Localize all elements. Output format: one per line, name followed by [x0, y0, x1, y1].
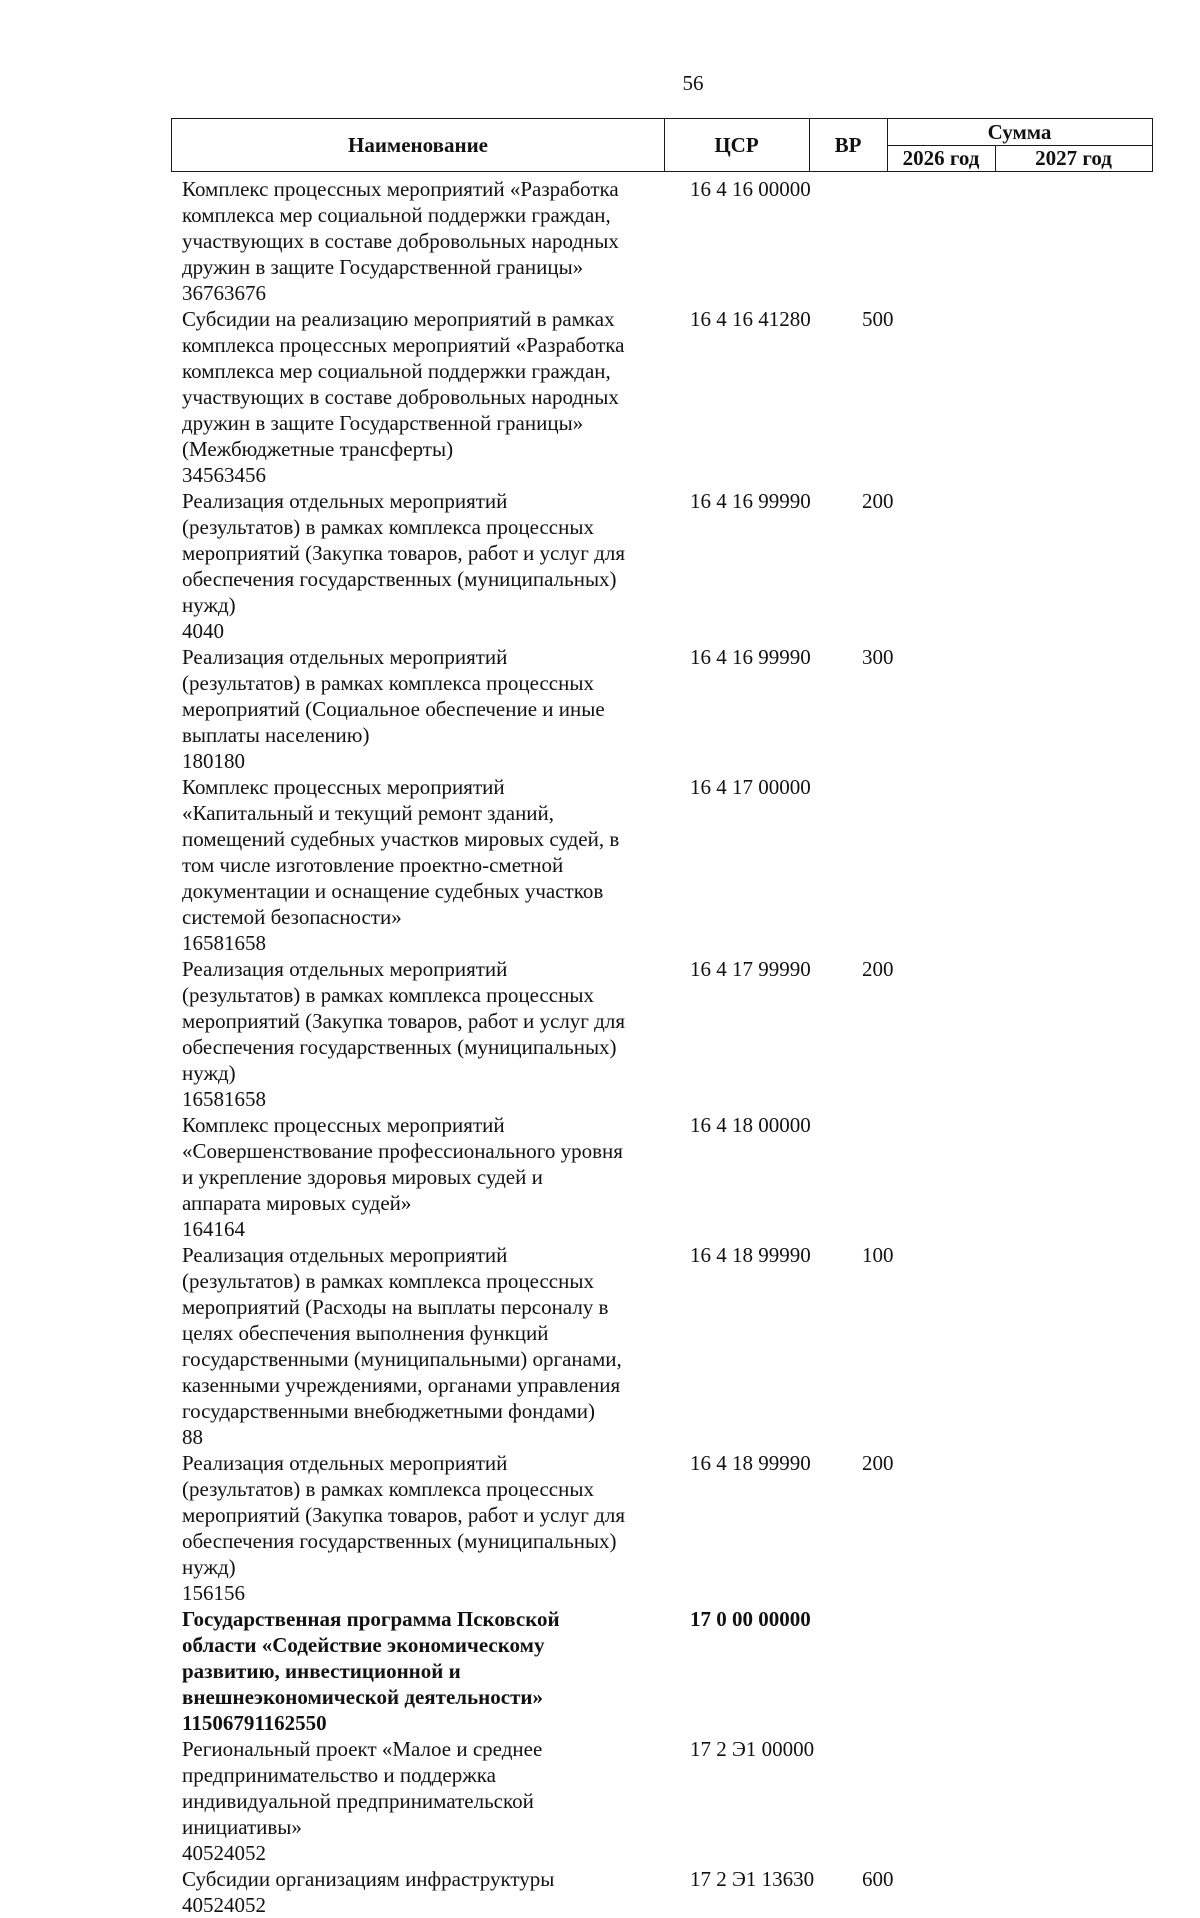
- row-name: Субсидии на реализацию мероприятий в рамках комплекса процессных мероприятий «Разработка комплекса мер социальной поддержки граждан, участвующих в составе добровольных народных дружин в защите Государственной границы» (Межбюджетные трансферты): [182, 307, 625, 461]
- row-2027: 40: [203, 619, 224, 643]
- row-csr: 17 0 00 00000: [690, 1607, 811, 1631]
- row-vr: 200: [862, 957, 894, 981]
- row-2026: 8: [182, 1425, 193, 1449]
- row-name: Комплекс процессных мероприятий «Капитальный и текущий ремонт зданий, помещений судебных участков мировых судей, в том числе изготовление проектно-сметной документации и оснащение судебных участков системой безопасности»: [182, 775, 620, 929]
- row-csr: 16 4 16 99990: [690, 489, 811, 513]
- row-2027: 4052: [224, 1841, 266, 1865]
- row-2027: 1658: [224, 1087, 266, 1111]
- row-vr: 300: [862, 645, 894, 669]
- row-name: Региональный проект «Малое и среднее предпринимательство и поддержка индивидуальной предпринимательской инициативы»: [182, 1737, 543, 1839]
- row-2026: 4052: [182, 1841, 224, 1865]
- row-2027: 3456: [224, 463, 266, 487]
- header-name: Наименование: [172, 119, 665, 171]
- row-2026: 4052: [182, 1893, 224, 1917]
- row-2027: 3676: [224, 281, 266, 305]
- table-row: [182, 1450, 1142, 1606]
- row-vr: 600: [862, 1867, 894, 1891]
- row-csr: 16 4 16 41280: [690, 307, 811, 331]
- row-name: Государственная программа Псковской области «Содействие экономическому развитию, инвестиционной и внешнеэкономической деятельности»: [182, 1607, 560, 1709]
- table-row: [182, 1866, 1142, 1918]
- row-2026: 40: [182, 619, 203, 643]
- row-name: Реализация отдельных мероприятий (результатов) в рамках комплекса процессных мероприятий (Расходы на выплаты персоналу в целях обеспечения выполнения функций государственными (муниципальными) органами, казенными учреждениями, органами управления государственными внебюджетными фондами): [182, 1243, 622, 1423]
- row-name: Комплекс процессных мероприятий «Разработка комплекса мер социальной поддержки граждан, участвующих в составе добровольных народных дружин в защите Государственной границы»: [182, 177, 619, 279]
- table-row: [182, 306, 1142, 488]
- table-row: [182, 774, 1142, 956]
- row-2027: 164: [213, 1217, 245, 1241]
- row-2026: 156: [182, 1581, 214, 1605]
- row-name: Реализация отдельных мероприятий (результатов) в рамках комплекса процессных мероприятий (Социальное обеспечение и иные выплаты населению): [182, 645, 605, 747]
- header-csr: ЦСР: [664, 119, 810, 171]
- row-2026: 3456: [182, 463, 224, 487]
- header-sum: Сумма: [887, 119, 1152, 146]
- row-csr: 16 4 18 99990: [690, 1451, 811, 1475]
- table-row: [182, 644, 1142, 774]
- table-row: [182, 488, 1142, 644]
- row-vr: 100: [862, 1243, 894, 1267]
- row-2026: 3676: [182, 281, 224, 305]
- row-2027: 4052: [224, 1893, 266, 1917]
- row-2027: 1162550: [254, 1711, 327, 1735]
- row-2026: 164: [182, 1217, 214, 1241]
- header-2026: 2026 год: [887, 145, 996, 171]
- table-row: [182, 1736, 1142, 1866]
- row-name: Комплекс процессных мероприятий «Совершенствование профессионального уровня и укрепление здоровья мировых судей и аппарата мировых судей»: [182, 1113, 623, 1215]
- row-csr: 16 4 17 00000: [690, 775, 811, 799]
- row-2027: 1658: [224, 931, 266, 955]
- table-row: [182, 1112, 1142, 1242]
- row-csr: 16 4 16 00000: [690, 177, 811, 201]
- row-csr: 16 4 17 99990: [690, 957, 811, 981]
- header-vr: ВР: [809, 119, 888, 171]
- row-vr: 500: [862, 307, 894, 331]
- row-csr: 17 2 Э1 13630: [690, 1867, 815, 1891]
- table-header: [171, 118, 1153, 172]
- row-csr: 16 4 18 00000: [690, 1113, 811, 1137]
- row-2026: 1150679: [182, 1711, 255, 1735]
- row-vr: 200: [862, 489, 894, 513]
- row-2026: 1658: [182, 1087, 224, 1111]
- row-csr: 16 4 18 99990: [690, 1243, 811, 1267]
- table-row: [182, 956, 1142, 1112]
- table-row: [182, 1242, 1142, 1450]
- header-2027: 2027 год: [1035, 146, 1112, 170]
- table-row: [182, 176, 1142, 306]
- row-vr: 200: [862, 1451, 894, 1475]
- row-name: Реализация отдельных мероприятий (результатов) в рамках комплекса процессных мероприятий (Закупка товаров, работ и услуг для обеспечения государственных (муниципальных) нужд): [182, 1451, 625, 1579]
- table-row: [182, 1606, 1142, 1736]
- row-2027: 8: [192, 1425, 203, 1449]
- row-csr: 17 2 Э1 00000: [690, 1737, 815, 1761]
- row-name: Реализация отдельных мероприятий (результатов) в рамках комплекса процессных мероприятий (Закупка товаров, работ и услуг для обеспечения государственных (муниципальных) нужд): [182, 957, 625, 1085]
- row-2027: 180: [213, 749, 245, 773]
- row-2026: 1658: [182, 931, 224, 955]
- page-number: 56: [682, 71, 704, 95]
- row-name: Реализация отдельных мероприятий (результатов) в рамках комплекса процессных мероприятий (Закупка товаров, работ и услуг для обеспечения государственных (муниципальных) нужд): [182, 489, 625, 617]
- row-name: Субсидии организациям инфраструктуры: [182, 1867, 555, 1891]
- table-body: [182, 176, 1142, 1918]
- row-2026: 180: [182, 749, 214, 773]
- row-2027: 156: [213, 1581, 245, 1605]
- row-csr: 16 4 16 99990: [690, 645, 811, 669]
